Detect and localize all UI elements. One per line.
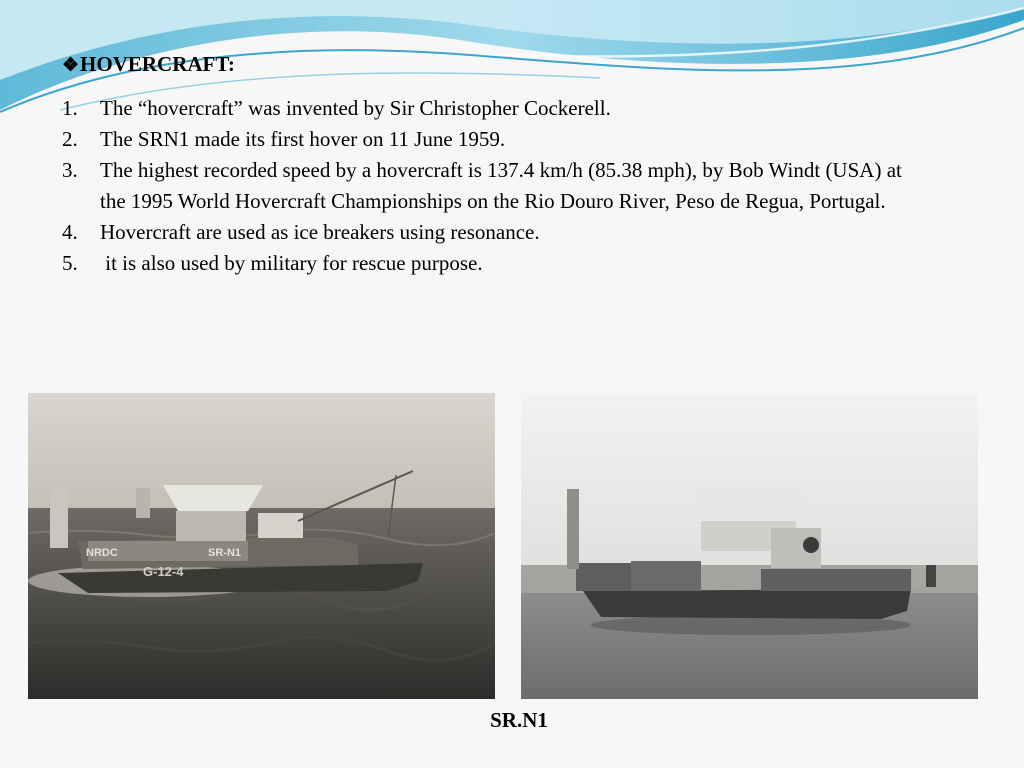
hovercraft-on-land-photo <box>521 393 978 699</box>
diamond-bullet-icon: ❖ <box>62 55 80 76</box>
list-item-text: it is also used by military for rescue purpose. <box>100 251 483 275</box>
hull-marking-srn1: SR-N1 <box>208 547 242 559</box>
list-item-text: The highest recorded speed by a hovercraft is 137.4 km/h (85.38 mph), by Bob Windt (USA) at the 1995 World Hovercraft Championships on the Rio Douro River, Peso de Regua, Portugal. <box>100 158 902 213</box>
facts-list <box>62 93 902 279</box>
photo-caption: SR.N1 <box>490 708 548 732</box>
list-item-number: 4. <box>62 220 78 244</box>
hovercraft-on-water-photo <box>28 393 495 699</box>
list-item <box>62 248 902 279</box>
list-item-text: The “hovercraft” was invented by Sir Christopher Cockerell. <box>100 96 611 120</box>
slide-title-text: HOVERCRAFT: <box>80 52 235 76</box>
list-item-number: 5. <box>62 251 78 275</box>
list-item <box>62 124 902 155</box>
hull-marking-nrdc: NRDC <box>86 547 118 559</box>
list-item-number: 2. <box>62 127 78 151</box>
list-item-number: 1. <box>62 96 78 120</box>
list-item-text: The SRN1 made its first hover on 11 June 1959. <box>100 127 506 151</box>
list-item-number: 3. <box>62 158 78 182</box>
list-item-text: Hovercraft are used as ice breakers using resonance. <box>100 220 540 244</box>
hull-registration-marking: G-12-4 <box>143 564 184 579</box>
list-item <box>62 93 902 124</box>
slide-title <box>62 52 235 77</box>
list-item <box>62 217 902 248</box>
list-item <box>62 155 902 217</box>
